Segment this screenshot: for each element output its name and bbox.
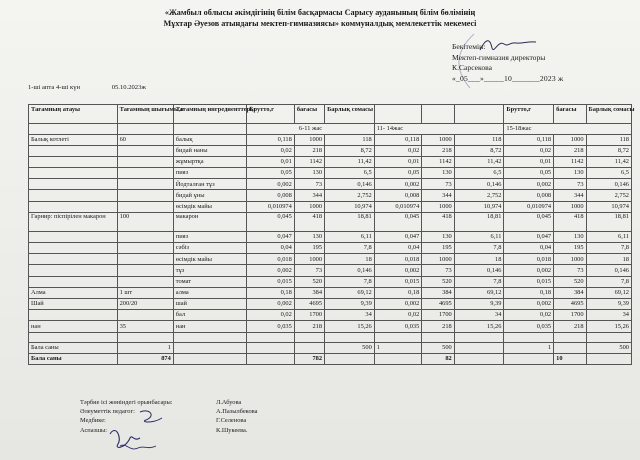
approve-position: Мектеп-гимназия директоры bbox=[452, 52, 546, 62]
value-cell: 4695 bbox=[294, 298, 324, 309]
ingredient: пияз bbox=[173, 231, 246, 242]
col-header: Брутто,г bbox=[504, 105, 554, 124]
dish-yield: 200/20 bbox=[117, 298, 173, 309]
value-cell: 73 bbox=[422, 179, 454, 190]
value-cell: 18,81 bbox=[586, 212, 631, 231]
value-cell: 0,18 bbox=[504, 287, 554, 298]
dish-yield: 35 bbox=[117, 321, 173, 332]
count-value: 500 bbox=[586, 342, 631, 353]
value-cell: 0,010974 bbox=[247, 201, 295, 212]
approve-name: К.Сарсекова bbox=[452, 63, 492, 72]
value-cell: 344 bbox=[554, 190, 586, 201]
ingredient: өсімдік майы bbox=[173, 254, 246, 265]
dish-yield bbox=[117, 156, 173, 167]
child-count-row bbox=[29, 342, 632, 353]
row-label: Бала саны bbox=[29, 342, 118, 353]
staff-name: А.Пазылбекова bbox=[216, 408, 258, 416]
value-cell: 0,146 bbox=[325, 179, 375, 190]
dish-name bbox=[29, 243, 118, 254]
value-cell: 69,12 bbox=[325, 287, 375, 298]
col-header: Барлық сомасы bbox=[325, 105, 375, 124]
value-cell: 9,39 bbox=[454, 298, 504, 309]
staff-name: Л.Абуова bbox=[216, 399, 242, 406]
dish-yield bbox=[117, 179, 173, 190]
total-value: 82 bbox=[422, 353, 454, 364]
dish-name bbox=[29, 145, 118, 156]
count-value: 500 bbox=[422, 342, 454, 353]
dish-yield bbox=[117, 310, 173, 321]
table-row bbox=[29, 212, 632, 231]
value-cell: 2,752 bbox=[454, 190, 504, 201]
value-cell: 418 bbox=[422, 212, 454, 231]
value-cell: 218 bbox=[422, 145, 454, 156]
dish-yield bbox=[117, 201, 173, 212]
header-line-2: Мұхтар Әуезов атындағы мектеп-гимназиясы» коммуналдық мемлекеттік мекемесі bbox=[163, 19, 477, 28]
count-value: 1 bbox=[504, 342, 554, 353]
ingredient: сәбіз bbox=[173, 243, 246, 254]
dish-name: Балық котлеті bbox=[29, 134, 118, 145]
value-cell: 1000 bbox=[294, 201, 324, 212]
value-cell: 1142 bbox=[294, 156, 324, 167]
value-cell: 0,118 bbox=[504, 134, 554, 145]
value-cell: 73 bbox=[554, 265, 586, 276]
value-cell: 73 bbox=[554, 179, 586, 190]
value-cell: 0,015 bbox=[374, 276, 422, 287]
total-row bbox=[29, 353, 632, 364]
value-cell: 118 bbox=[325, 134, 375, 145]
value-cell: 6,5 bbox=[586, 168, 631, 179]
value-cell: 0,045 bbox=[504, 212, 554, 231]
value-cell: 0,015 bbox=[504, 276, 554, 287]
dish-name bbox=[29, 310, 118, 321]
value-cell: 69,12 bbox=[586, 287, 631, 298]
value-cell: 1000 bbox=[554, 201, 586, 212]
value-cell: 0,04 bbox=[504, 243, 554, 254]
value-cell: 520 bbox=[554, 276, 586, 287]
value-cell: 0,02 bbox=[504, 310, 554, 321]
value-cell: 11,42 bbox=[586, 156, 631, 167]
value-cell: 15,26 bbox=[325, 321, 375, 332]
dish-name bbox=[29, 265, 118, 276]
value-cell: 6,11 bbox=[586, 231, 631, 242]
dish-name bbox=[29, 156, 118, 167]
dish-yield bbox=[117, 243, 173, 254]
value-cell: 520 bbox=[294, 276, 324, 287]
table-row bbox=[29, 201, 632, 212]
table-row bbox=[29, 276, 632, 287]
ingredient: макарон bbox=[173, 212, 246, 231]
table-row bbox=[29, 134, 632, 145]
value-cell: 1000 bbox=[422, 134, 454, 145]
value-cell: 130 bbox=[554, 231, 586, 242]
table-row bbox=[29, 179, 632, 190]
value-cell: 0,05 bbox=[504, 168, 554, 179]
value-cell: 1000 bbox=[422, 254, 454, 265]
value-cell: 11,42 bbox=[454, 156, 504, 167]
ingredient: бидай ұны bbox=[173, 190, 246, 201]
value-cell: 418 bbox=[554, 212, 586, 231]
value-cell: 384 bbox=[422, 287, 454, 298]
value-cell: 34 bbox=[325, 310, 375, 321]
age-group-label: 11- 14жас bbox=[374, 124, 504, 135]
total-value: 782 bbox=[294, 353, 324, 364]
value-cell: 0,01 bbox=[374, 156, 422, 167]
value-cell: 4695 bbox=[554, 298, 586, 309]
value-cell: 130 bbox=[422, 168, 454, 179]
value-cell: 0,008 bbox=[247, 190, 295, 201]
dish-name: Алма bbox=[29, 287, 118, 298]
dish-name bbox=[29, 179, 118, 190]
ingredient: өсімдік майы bbox=[173, 201, 246, 212]
col-header: Тағамның ингредиенттері,г bbox=[173, 105, 246, 124]
dish-yield: 1 шт bbox=[117, 287, 173, 298]
value-cell: 10,974 bbox=[586, 201, 631, 212]
value-cell: 6,5 bbox=[454, 168, 504, 179]
value-cell: 0,002 bbox=[374, 265, 422, 276]
value-cell: 10,974 bbox=[454, 201, 504, 212]
value-cell: 130 bbox=[294, 231, 324, 242]
value-cell: 0,18 bbox=[247, 287, 295, 298]
table-row bbox=[29, 243, 632, 254]
value-cell: 4695 bbox=[422, 298, 454, 309]
value-cell: 0,002 bbox=[247, 298, 295, 309]
staff-role: Медбике: bbox=[80, 417, 106, 425]
value-cell: 0,18 bbox=[374, 287, 422, 298]
table-row bbox=[29, 145, 632, 156]
value-cell: 1000 bbox=[294, 134, 324, 145]
value-cell: 118 bbox=[454, 134, 504, 145]
value-cell: 18 bbox=[325, 254, 375, 265]
ingredient: бал bbox=[173, 310, 246, 321]
dish-yield bbox=[117, 190, 173, 201]
value-cell: 15,26 bbox=[454, 321, 504, 332]
table-row bbox=[29, 310, 632, 321]
value-cell: 6,11 bbox=[325, 231, 375, 242]
dish-yield: 60 bbox=[117, 134, 173, 145]
value-cell: 73 bbox=[294, 265, 324, 276]
row-label: Бала саны bbox=[29, 353, 118, 364]
value-cell: 0,010974 bbox=[374, 201, 422, 212]
dish-yield: 100 bbox=[117, 212, 173, 231]
table-row bbox=[29, 287, 632, 298]
value-cell: 130 bbox=[294, 168, 324, 179]
value-cell: 1000 bbox=[422, 201, 454, 212]
value-cell: 0,002 bbox=[504, 298, 554, 309]
col-header bbox=[374, 105, 422, 124]
value-cell: 2,752 bbox=[325, 190, 375, 201]
value-cell: 195 bbox=[294, 243, 324, 254]
table-header-row bbox=[29, 105, 632, 124]
value-cell: 1700 bbox=[422, 310, 454, 321]
value-cell: 130 bbox=[422, 231, 454, 242]
dish-name bbox=[29, 201, 118, 212]
ingredient: шай bbox=[173, 298, 246, 309]
count-value: 1 bbox=[374, 342, 422, 353]
menu-table bbox=[28, 104, 635, 365]
value-cell: 1142 bbox=[422, 156, 454, 167]
value-cell: 218 bbox=[554, 321, 586, 332]
value-cell: 0,047 bbox=[374, 231, 422, 242]
dish-yield bbox=[117, 276, 173, 287]
approve-title: Бекітемін: bbox=[452, 42, 486, 51]
value-cell: 0,047 bbox=[247, 231, 295, 242]
staff-name: Г.Селенова bbox=[216, 417, 247, 425]
table-row bbox=[29, 265, 632, 276]
ingredient: алма bbox=[173, 287, 246, 298]
value-cell: 69,12 bbox=[454, 287, 504, 298]
table-row bbox=[29, 168, 632, 179]
value-cell: 0,118 bbox=[247, 134, 295, 145]
value-cell: 0,02 bbox=[374, 310, 422, 321]
table-row bbox=[29, 254, 632, 265]
ingredient: нан bbox=[173, 321, 246, 332]
dish-name bbox=[29, 254, 118, 265]
value-cell: 0,035 bbox=[374, 321, 422, 332]
table-row bbox=[29, 190, 632, 201]
value-cell: 0,118 bbox=[374, 134, 422, 145]
dish-name: Шай bbox=[29, 298, 118, 309]
value-cell: 218 bbox=[554, 145, 586, 156]
value-cell: 344 bbox=[294, 190, 324, 201]
total-value: 10 bbox=[554, 353, 586, 364]
value-cell: 1700 bbox=[554, 310, 586, 321]
dish-name: нан bbox=[29, 321, 118, 332]
value-cell: 18,81 bbox=[325, 212, 375, 231]
value-cell: 6,5 bbox=[325, 168, 375, 179]
value-cell: 0,018 bbox=[504, 254, 554, 265]
value-cell: 7,8 bbox=[586, 243, 631, 254]
col-header: Барлық сомасы bbox=[586, 105, 631, 124]
value-cell: 0,01 bbox=[504, 156, 554, 167]
value-cell: 0,02 bbox=[247, 145, 295, 156]
value-cell: 6,11 bbox=[454, 231, 504, 242]
value-cell: 0,146 bbox=[454, 265, 504, 276]
value-cell: 344 bbox=[422, 190, 454, 201]
value-cell: 0,01 bbox=[247, 156, 295, 167]
value-cell: 15,26 bbox=[586, 321, 631, 332]
table-row bbox=[29, 231, 632, 242]
value-cell: 18 bbox=[586, 254, 631, 265]
value-cell: 0,035 bbox=[504, 321, 554, 332]
value-cell: 0,02 bbox=[247, 310, 295, 321]
table-row bbox=[29, 298, 632, 309]
value-cell: 0,02 bbox=[374, 145, 422, 156]
value-cell: 0,018 bbox=[374, 254, 422, 265]
value-cell: 0,002 bbox=[247, 179, 295, 190]
value-cell: 520 bbox=[422, 276, 454, 287]
menu-date: 05.10.2023ж bbox=[111, 84, 146, 91]
col-header: Тағамның атауы bbox=[29, 105, 118, 124]
staff-role: Әлеуметтік педагог: bbox=[80, 408, 135, 416]
value-cell: 218 bbox=[422, 321, 454, 332]
age-group-label: 15-18жас bbox=[504, 124, 632, 135]
col-header: бағасы bbox=[294, 105, 324, 124]
approve-date: «_05___»_____10_______2023 ж bbox=[452, 73, 564, 83]
spacer-row bbox=[29, 332, 632, 342]
value-cell: 0,05 bbox=[247, 168, 295, 179]
staff-role: Тәрбие ісі жөніндегі орынбасары: bbox=[80, 399, 173, 406]
value-cell: 0,047 bbox=[504, 231, 554, 242]
value-cell: 11,42 bbox=[325, 156, 375, 167]
value-cell: 2,752 bbox=[586, 190, 631, 201]
value-cell: 0,146 bbox=[586, 179, 631, 190]
value-cell: 0,146 bbox=[325, 265, 375, 276]
value-cell: 118 bbox=[586, 134, 631, 145]
value-cell: 195 bbox=[554, 243, 586, 254]
dish-name bbox=[29, 168, 118, 179]
value-cell: 0,018 bbox=[247, 254, 295, 265]
staff-role: Аспазшы: bbox=[80, 426, 108, 434]
table-row bbox=[29, 321, 632, 332]
value-cell: 8,72 bbox=[454, 145, 504, 156]
value-cell: 7,8 bbox=[325, 243, 375, 254]
age-group-label: 6-11 жас bbox=[247, 124, 375, 135]
value-cell: 0,002 bbox=[504, 265, 554, 276]
count-value: 1 bbox=[117, 342, 173, 353]
dish-yield bbox=[117, 168, 173, 179]
value-cell: 218 bbox=[294, 145, 324, 156]
value-cell: 18 bbox=[454, 254, 504, 265]
value-cell: 0,04 bbox=[247, 243, 295, 254]
value-cell: 73 bbox=[422, 265, 454, 276]
ingredient: тұз bbox=[173, 265, 246, 276]
value-cell: 0,008 bbox=[374, 190, 422, 201]
value-cell: 0,146 bbox=[586, 265, 631, 276]
value-cell: 0,002 bbox=[374, 298, 422, 309]
menu-body bbox=[29, 134, 632, 332]
col-header: Тағамның шығымы,г bbox=[117, 105, 173, 124]
col-header bbox=[422, 105, 454, 124]
value-cell: 0,002 bbox=[374, 179, 422, 190]
value-cell: 195 bbox=[422, 243, 454, 254]
dish-yield bbox=[117, 231, 173, 242]
ingredient: балық bbox=[173, 134, 246, 145]
col-header bbox=[454, 105, 504, 124]
ingredient: бидай наны bbox=[173, 145, 246, 156]
dish-name bbox=[29, 231, 118, 242]
header-line-1: «Жамбыл облысы әкімдігінің білім басқармасы Сарысу ауданының білім бөлімінің bbox=[164, 8, 476, 17]
value-cell: 0,02 bbox=[504, 145, 554, 156]
value-cell: 0,010974 bbox=[504, 201, 554, 212]
value-cell: 0,008 bbox=[504, 190, 554, 201]
value-cell: 7,8 bbox=[325, 276, 375, 287]
ingredient: томат bbox=[173, 276, 246, 287]
count-value: 500 bbox=[325, 342, 375, 353]
value-cell: 8,72 bbox=[586, 145, 631, 156]
value-cell: 218 bbox=[294, 321, 324, 332]
ingredient: пияз bbox=[173, 168, 246, 179]
value-cell: 1142 bbox=[554, 156, 586, 167]
dish-name: Гарнир: піспірілен макарон bbox=[29, 212, 118, 231]
col-header: бағасы bbox=[554, 105, 586, 124]
value-cell: 1700 bbox=[294, 310, 324, 321]
value-cell: 9,39 bbox=[586, 298, 631, 309]
value-cell: 0,045 bbox=[374, 212, 422, 231]
staff-name: К.Шукеева. bbox=[216, 426, 248, 434]
value-cell: 18,81 bbox=[454, 212, 504, 231]
dish-name bbox=[29, 190, 118, 201]
value-cell: 418 bbox=[294, 212, 324, 231]
value-cell: 34 bbox=[454, 310, 504, 321]
dish-yield bbox=[117, 145, 173, 156]
value-cell: 1000 bbox=[554, 134, 586, 145]
value-cell: 0,002 bbox=[247, 265, 295, 276]
value-cell: 0,045 bbox=[247, 212, 295, 231]
dish-name bbox=[29, 276, 118, 287]
value-cell: 7,8 bbox=[454, 276, 504, 287]
value-cell: 7,8 bbox=[454, 243, 504, 254]
dish-yield bbox=[117, 254, 173, 265]
value-cell: 8,72 bbox=[325, 145, 375, 156]
value-cell: 73 bbox=[294, 179, 324, 190]
value-cell: 1000 bbox=[554, 254, 586, 265]
value-cell: 384 bbox=[554, 287, 586, 298]
value-cell: 0,04 bbox=[374, 243, 422, 254]
table-row bbox=[29, 156, 632, 167]
day-line bbox=[28, 84, 176, 91]
total-value: 874 bbox=[117, 353, 173, 364]
value-cell: 1000 bbox=[294, 254, 324, 265]
week-day-label: 1-ші апта 4-ші күн bbox=[28, 84, 81, 91]
value-cell: 0,002 bbox=[504, 179, 554, 190]
col-header: Брутто,г bbox=[247, 105, 295, 124]
value-cell: 9,39 bbox=[325, 298, 375, 309]
value-cell: 7,8 bbox=[586, 276, 631, 287]
value-cell: 130 bbox=[554, 168, 586, 179]
ingredient: Йодталған тұз bbox=[173, 179, 246, 190]
value-cell: 10,974 bbox=[325, 201, 375, 212]
dish-yield bbox=[117, 265, 173, 276]
value-cell: 384 bbox=[294, 287, 324, 298]
ingredient: жұмыртқа bbox=[173, 156, 246, 167]
value-cell: 0,146 bbox=[454, 179, 504, 190]
value-cell: 34 bbox=[586, 310, 631, 321]
approval-block bbox=[452, 42, 563, 84]
age-group-row bbox=[29, 124, 632, 135]
value-cell: 0,035 bbox=[247, 321, 295, 332]
value-cell: 0,05 bbox=[374, 168, 422, 179]
value-cell: 0,015 bbox=[247, 276, 295, 287]
